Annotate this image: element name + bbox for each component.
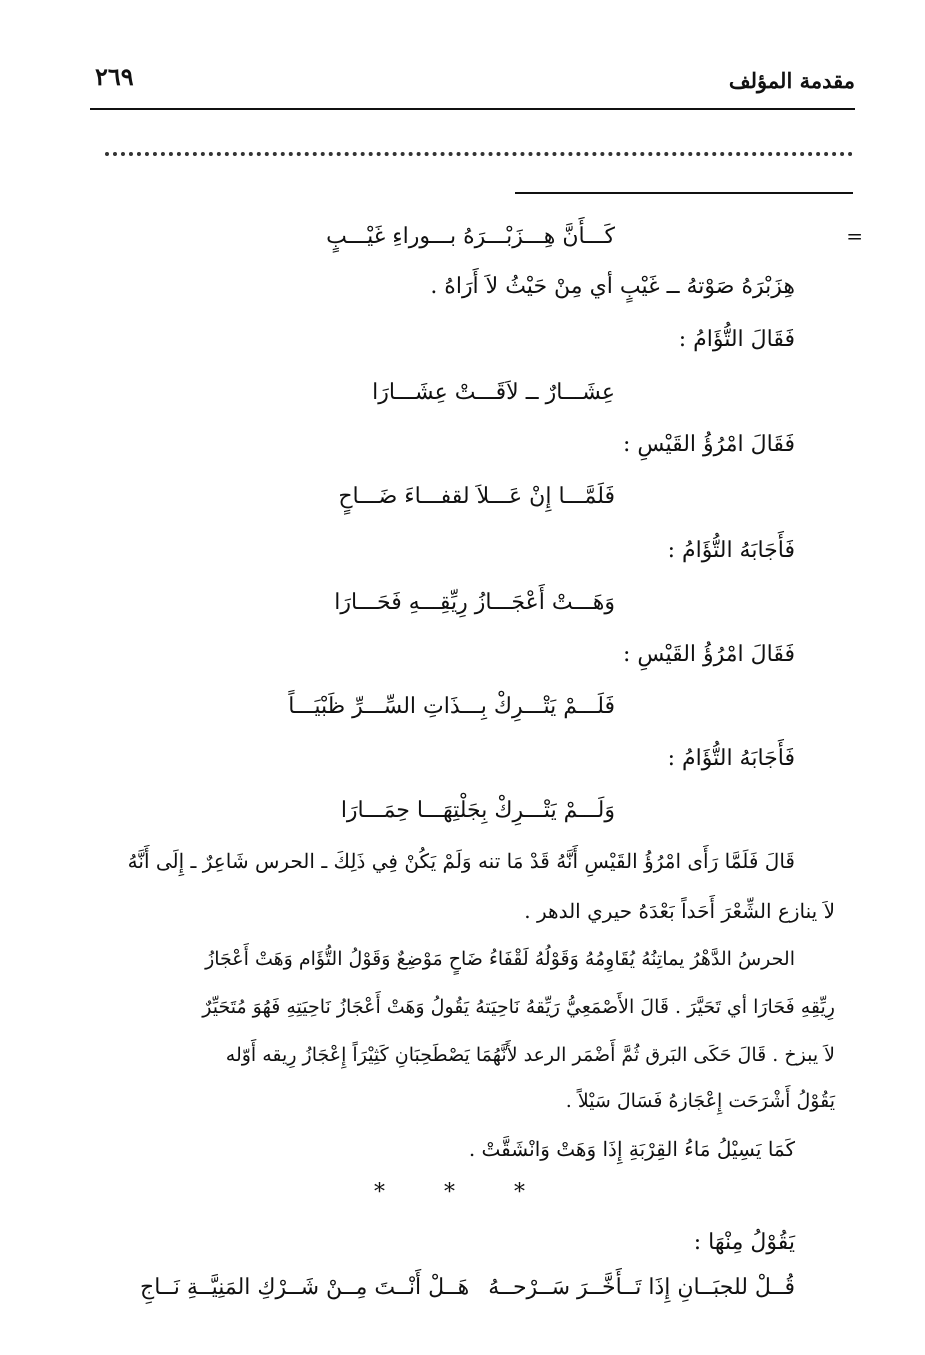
verse-second-hemistich: هَــلْ أَنْــتَ مِــنْ شَــرْكِ المَنِيَّــةِ نَــاجِ: [140, 1275, 470, 1300]
speaker-line: يَقُوْلُ مِنْهَا :: [693, 1230, 795, 1255]
paragraph-line: الحرسُ الدَّهْرُ يماتِنُهُ يُقَاوِمُهُ وَقَوْلُهُ لَقْفَاءُ ضَاحٍ مَوْضِعٌ وَقَوْلُ التُّؤَام وَهَتْ أَعْجَازُ: [205, 948, 795, 970]
dotted-divider: [105, 152, 853, 156]
verse-line: فَلَمَّـــا إِنْ عَـــلاَ لقفـــاءَ ضَـــاحٍ: [338, 484, 615, 509]
paragraph-line: لاَ ينازع الشِّعْرَ أَحَداً بَعْدَهُ حيري الدهر .: [524, 899, 835, 923]
speaker-line: فَقَالَ التُّؤَامُ :: [678, 327, 795, 352]
verse-line: فَلَـــمْ يَتْـــرِكْ بِـــذَاتِ السِّـــرِّ ظَبْيَـــاً: [288, 694, 615, 719]
verse-line: وَهَـــتْ أَعْجَـــازُ رِيِّقِـــهِ فَحَـــارَا: [334, 590, 615, 615]
paragraph-line: يَقُوْلُ أَشْرَحَت إِعْجَازهُ فَسَالَ سَيْلاً .: [565, 1090, 835, 1112]
paragraph-line: قَالَ فَلَمَّا رَأَى امْرُؤُ القَيْسِ أَنَّهُ قَدْ مَا تنه وَلَمْ يَكُنْ فِي ذَلِكَ ـ الحرس شَاعِرٌ ـ إِلَى أَنَّهُ: [127, 849, 795, 873]
paragraph-line: لاَ يبزخ . قَالَ حَكَى البَرق ثُمَّ أَضْمَر الرعد لأَنَّهُمَا يَصْطَحِبَانِ كَثِيْرَاً إِعْجَازُ رِيقه أَوّله: [225, 1044, 835, 1066]
speaker-line: فَأَجَابَهُ التُّؤَامُ :: [667, 538, 795, 563]
verse-line: كَـــأَنَّ هِـــزَبْـــرَهُ بـــوراءِ غَيْـــبٍ: [326, 224, 615, 249]
paragraph-line: كَمَا يَسِيْلُ مَاءُ القِرْبَةِ إِذَا وَهَتْ وَانْشَقَّتْ .: [468, 1137, 795, 1161]
header-divider: [90, 108, 855, 110]
speaker-line: فَقَالَ امْرُؤُ القَيْسِ :: [622, 432, 795, 457]
speaker-line: فَأَجَابَهُ التُّؤَامُ :: [667, 746, 795, 771]
verse-line: عِشَـــارٌ ــ لاَقَـــتْ عِشَـــارَا: [372, 380, 615, 405]
gloss-line: هِزَبْرَهُ صَوْتهُ ــ غَيْبٍ أي مِنْ حَيْثُ لاَ أَرَاهُ .: [430, 274, 795, 299]
verse-line: وَلَـــمْ يَتْـــرِكْ بِجَلْتِهَـــا حِمَـــارَا: [340, 798, 615, 823]
page-number: ٢٦٩: [95, 62, 134, 91]
footnote-divider: [515, 192, 853, 194]
verse-first-hemistich: قُــلْ للجبَــانِ إِذَا تَــأَخَّــرَ سَــرْحــهُ: [488, 1275, 795, 1300]
speaker-line: فَقَالَ امْرُؤُ القَيْسِ :: [622, 642, 795, 667]
section-separator: * * *: [374, 1180, 551, 1205]
running-header-title: مقدمة المؤلف: [728, 68, 855, 93]
continuation-mark: =: [846, 224, 863, 248]
paragraph-line: رِيِّقِهِ فَحَارَا أي تَحَيَّرَ . قَالَ الأَصْمَعِيُّ رَيِّقهُ نَاحِيَتهُ يَقُولُ وَهَتْ أَعْجَازُ نَاحِيَتِهِ فَهُوَ مُتَحَيِّرٌ: [202, 996, 835, 1018]
